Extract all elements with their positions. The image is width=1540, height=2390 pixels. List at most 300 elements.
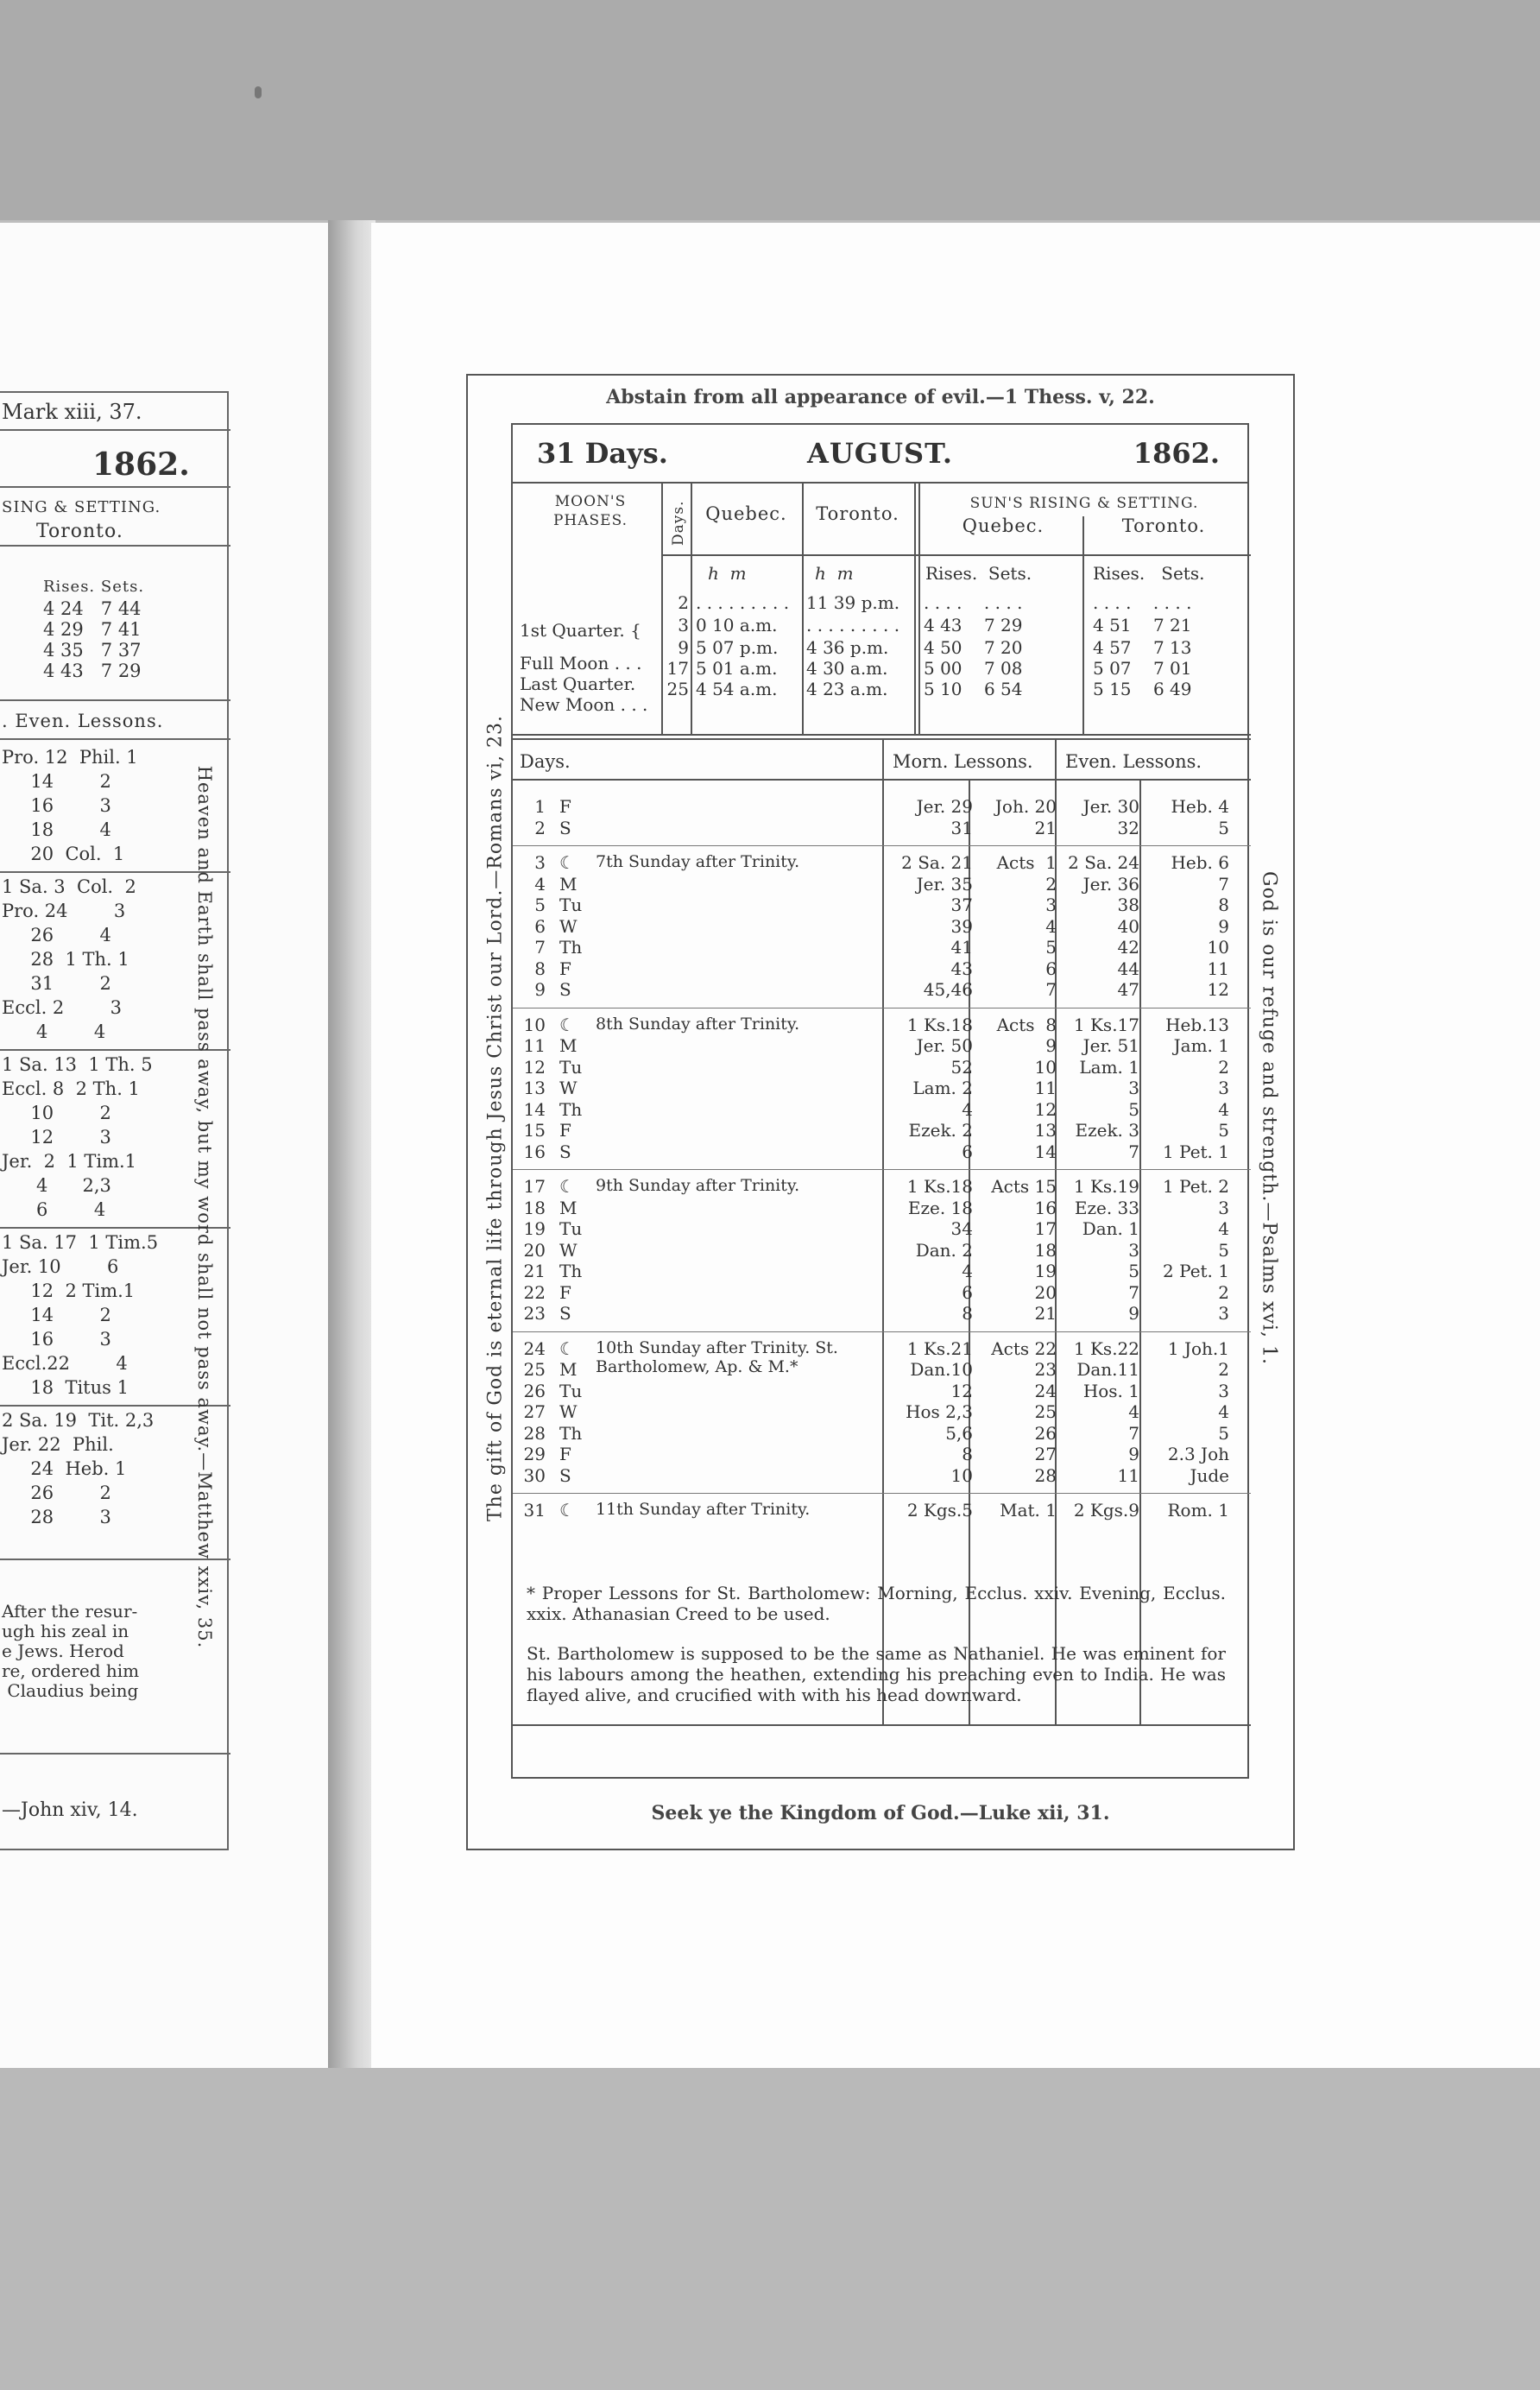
morning-lesson-2: 21 xyxy=(1034,817,1057,838)
morning-lesson-1: 41 xyxy=(950,937,973,958)
left-sun-row: 4 35 7 37 xyxy=(43,640,142,661)
weekday: ☾ xyxy=(559,1176,575,1197)
evening-lesson-1: Jer. 36 xyxy=(1082,873,1139,895)
morning-lesson-1: Jer. 35 xyxy=(916,873,973,895)
day-number: 23 xyxy=(523,1303,546,1324)
evening-lesson-1: 5 xyxy=(1128,1261,1139,1281)
left-rises-sets: Rises. Sets. xyxy=(43,578,145,596)
morning-lesson-1: 8 xyxy=(962,1303,973,1324)
morning-lesson-2: 21 xyxy=(1034,1303,1057,1324)
weekday: F xyxy=(559,1281,571,1303)
weekday: F xyxy=(559,796,571,817)
evening-lesson-2: 8 xyxy=(1218,895,1229,915)
background-bottom xyxy=(0,2068,1540,2390)
bartholomew-note: St. Bartholomew is supposed to be the same as Nathaniel. He was eminent for his labours among the heathen, extending his preaching even to India. He was flayed alive, and crucified with with his head downward. xyxy=(527,1643,1226,1705)
sun-toronto-times: 4 57 7 13 xyxy=(1093,637,1192,658)
divider xyxy=(0,545,230,547)
morning-lesson-1: 5,6 xyxy=(945,1422,973,1444)
evening-lesson-2: 5 xyxy=(1218,1239,1229,1261)
day-number: 18 xyxy=(523,1197,546,1218)
morning-lesson-2: 5 xyxy=(1045,937,1057,958)
evening-lesson-1: Ezek. 3 xyxy=(1075,1120,1139,1141)
left-lesson-row: 10 2 xyxy=(2,1103,111,1123)
morning-lesson-2: 24 xyxy=(1034,1380,1057,1401)
left-vertical-motto: Heaven and Earth shall pass away, but my word shall not pass away.—Matthew xxiv, 35. xyxy=(194,765,215,1649)
morning-lesson-2: 27 xyxy=(1034,1444,1057,1464)
day-row xyxy=(520,1218,1245,1239)
left-lesson-row: 12 2 Tim.1 xyxy=(2,1280,136,1301)
morning-lesson-1: Lam. 2 xyxy=(912,1078,973,1098)
day-row xyxy=(520,1500,1245,1521)
day-number: 8 xyxy=(534,958,546,979)
moon-phase-label: New Moon . . . xyxy=(520,694,648,715)
vertical-motto-left: The gift of God is eternal life through Jesus Christ our Lord.—Romans vi, 23. xyxy=(484,715,507,1521)
morning-lesson-2: Joh. 20 xyxy=(994,796,1057,817)
day-row xyxy=(520,1078,1245,1098)
evening-lesson-2: 9 xyxy=(1218,915,1229,937)
left-page xyxy=(0,223,328,2096)
week-divider xyxy=(513,1331,1251,1332)
morning-lesson-1: Jer. 29 xyxy=(916,796,973,817)
morning-lesson-1: 2 Kgs.5 xyxy=(906,1500,973,1521)
evening-lesson-1: 7 xyxy=(1128,1141,1139,1162)
morning-lesson-1: 12 xyxy=(950,1380,973,1401)
day-row xyxy=(520,1240,1245,1261)
sun-quebec-times: . . . . . . . . xyxy=(924,592,1023,613)
evening-lesson-1: Jer. 51 xyxy=(1082,1035,1139,1056)
evening-lesson-1: Dan. 1 xyxy=(1082,1218,1139,1239)
day-number: 29 xyxy=(523,1444,546,1464)
evening-lesson-1: 40 xyxy=(1117,915,1139,937)
morning-lesson-2: Acts 8 xyxy=(996,1014,1057,1035)
evening-lesson-2: 4 xyxy=(1218,1401,1229,1422)
weekday: Th xyxy=(559,1422,583,1444)
evening-lesson-2: 2 Pet. 1 xyxy=(1163,1261,1229,1281)
weekday: M xyxy=(559,1197,578,1218)
left-lesson-row: Eccl. 2 3 xyxy=(2,997,123,1018)
weekday: Th xyxy=(559,937,583,958)
day-number: 3 xyxy=(534,852,546,873)
evening-lesson-2: 12 xyxy=(1207,979,1229,1000)
unit-toronto: h m xyxy=(815,563,854,584)
day-number: 11 xyxy=(523,1035,546,1056)
left-text-line: After the resur- xyxy=(2,1601,138,1622)
morning-lesson-2: Acts 22 xyxy=(991,1337,1057,1359)
divider xyxy=(0,486,230,488)
sun-toronto-times: . . . . . . . . xyxy=(1093,592,1192,613)
day-row xyxy=(520,874,1245,895)
calendar-table xyxy=(511,423,1249,1779)
dust-speck xyxy=(255,86,262,98)
day-row xyxy=(520,1338,1245,1359)
day-row xyxy=(520,1423,1245,1444)
day-number: 5 xyxy=(534,895,546,915)
evening-lesson-1: 3 xyxy=(1128,1239,1139,1261)
sun-toronto-times: 4 51 7 21 xyxy=(1093,615,1192,635)
day-row xyxy=(520,958,1245,979)
evening-lesson-1: Eze. 33 xyxy=(1074,1197,1139,1218)
left-lesson-row: 26 2 xyxy=(2,1483,111,1503)
morning-lesson-1: Eze. 18 xyxy=(907,1197,973,1218)
quebec-header: Quebec. xyxy=(705,503,787,524)
moon-time-quebec: 4 54 a.m. xyxy=(696,679,778,699)
divider xyxy=(513,1724,1251,1726)
weekday: F xyxy=(559,1444,571,1464)
left-lesson-row: Jer. 22 Phil. xyxy=(2,1434,114,1455)
left-even-lessons: . Even. Lessons. xyxy=(2,711,164,731)
morning-lesson-1: 6 xyxy=(962,1141,973,1162)
divider xyxy=(513,734,1251,736)
left-footer: —John xiv, 14. xyxy=(2,1799,138,1821)
day-row xyxy=(520,1141,1245,1162)
morning-lesson-1: 37 xyxy=(950,895,973,915)
moon-time-toronto: . . . . . . . . . xyxy=(806,615,900,635)
evening-lesson-2: Heb. 6 xyxy=(1171,852,1229,873)
day-row xyxy=(520,1359,1245,1380)
book-gutter xyxy=(328,220,376,2094)
vertical-motto-right: God is our refuge and strength.—Psalms xvi, 1. xyxy=(1258,870,1280,1366)
morning-lesson-2: 2 xyxy=(1045,873,1057,895)
evening-lesson-2: 5 xyxy=(1218,1120,1229,1141)
morning-lesson-1: 1 Ks.21 xyxy=(906,1337,973,1359)
evening-lesson-2: 11 xyxy=(1207,958,1229,979)
right-page xyxy=(371,223,1540,2101)
day-row xyxy=(520,852,1245,873)
day-row xyxy=(520,1176,1245,1197)
week-divider xyxy=(513,845,1251,846)
weekday: M xyxy=(559,1035,578,1056)
weekday: Th xyxy=(559,1098,583,1120)
morning-lesson-2: 20 xyxy=(1034,1281,1057,1303)
evening-lesson-2: 1 Pet. 2 xyxy=(1163,1176,1229,1197)
rises-sets-quebec: Rises. Sets. xyxy=(925,563,1032,584)
day-row xyxy=(520,1303,1245,1324)
morning-lesson-1: 31 xyxy=(950,817,973,838)
day-row xyxy=(520,1015,1245,1035)
left-lesson-row: 2 Sa. 19 Tit. 2,3 xyxy=(2,1410,155,1431)
moon-time-toronto: 4 30 a.m. xyxy=(806,658,888,679)
moon-time-toronto: 11 39 p.m. xyxy=(806,592,900,613)
divider xyxy=(914,484,916,734)
day-number: 27 xyxy=(523,1401,546,1422)
left-header: Mark xiii, 37. xyxy=(2,400,142,424)
left-lesson-row: 4 2,3 xyxy=(2,1175,111,1196)
weekday: W xyxy=(559,1239,578,1261)
divider xyxy=(0,738,230,740)
evening-lesson-1: 7 xyxy=(1128,1281,1139,1303)
day-row xyxy=(520,1120,1245,1141)
day-row xyxy=(520,1381,1245,1401)
morning-lesson-2: Acts 1 xyxy=(996,852,1057,873)
evening-lesson-2: 5 xyxy=(1218,1422,1229,1444)
morning-lesson-2: 7 xyxy=(1045,979,1057,1000)
day-row xyxy=(520,1057,1245,1078)
left-year: 1862. xyxy=(92,446,190,483)
moon-day: 17 xyxy=(666,658,689,679)
day-row xyxy=(520,895,1245,915)
morn-lessons-header: Morn. Lessons. xyxy=(893,751,1033,772)
rises-sets-toronto: Rises. Sets. xyxy=(1093,563,1205,584)
moon-phase-label: Last Quarter. xyxy=(520,673,636,694)
day-number: 9 xyxy=(534,979,546,1000)
evening-lesson-1: Jer. 30 xyxy=(1082,796,1139,817)
weekday: W xyxy=(559,1078,578,1098)
weekday: Tu xyxy=(559,895,583,915)
left-lesson-row: 4 4 xyxy=(2,1021,106,1042)
calendar-title-row xyxy=(513,425,1247,484)
sun-quebec-header: Quebec. xyxy=(962,515,1045,536)
calendar-frame xyxy=(466,374,1295,1850)
divider xyxy=(0,699,230,701)
left-lesson-row: 1 Sa. 3 Col. 2 xyxy=(2,876,136,897)
morning-lesson-1: 4 xyxy=(962,1261,973,1281)
weekday: Tu xyxy=(559,1218,583,1239)
left-lesson-row: 12 3 xyxy=(2,1127,111,1148)
weekday: ☾ xyxy=(559,1014,575,1035)
morning-lesson-2: 23 xyxy=(1034,1359,1057,1380)
left-lesson-row: 6 4 xyxy=(2,1199,106,1220)
moon-day: 2 xyxy=(678,592,689,613)
day-number: 26 xyxy=(523,1380,546,1401)
moon-phase-label: Full Moon . . . xyxy=(520,653,642,673)
morning-lesson-1: 4 xyxy=(962,1098,973,1120)
toronto-header: Toronto. xyxy=(816,503,899,524)
day-number: 30 xyxy=(523,1464,546,1486)
week-title: 11th Sunday after Trinity. xyxy=(596,1500,811,1519)
evening-lesson-2: 3 xyxy=(1218,1303,1229,1324)
day-row xyxy=(520,1401,1245,1422)
left-lesson-row: Jer. 10 6 xyxy=(2,1256,119,1277)
morning-lesson-2: 14 xyxy=(1034,1141,1057,1162)
divider xyxy=(1082,516,1084,734)
morning-lesson-2: Acts 15 xyxy=(991,1176,1057,1197)
moon-time-quebec: 0 10 a.m. xyxy=(696,615,778,635)
left-lesson-row: 18 Titus 1 xyxy=(2,1377,129,1398)
morning-lesson-2: 13 xyxy=(1034,1120,1057,1141)
evening-lesson-1: 44 xyxy=(1117,958,1139,979)
day-number: 10 xyxy=(523,1014,546,1035)
evening-lesson-1: Lam. 1 xyxy=(1079,1056,1139,1078)
evening-lesson-1: 38 xyxy=(1117,895,1139,915)
evening-lesson-2: Jam. 1 xyxy=(1173,1035,1229,1056)
weekday: S xyxy=(559,979,571,1000)
day-number: 21 xyxy=(523,1261,546,1281)
left-lesson-row: Pro. 12 Phil. 1 xyxy=(2,747,138,768)
day-row xyxy=(520,1261,1245,1281)
morning-lesson-1: 1 Ks.18 xyxy=(906,1176,973,1197)
morning-lesson-2: 9 xyxy=(1045,1035,1057,1056)
evening-lesson-2: Heb.13 xyxy=(1165,1014,1229,1035)
left-text-line: Claudius being xyxy=(2,1680,139,1701)
morning-lesson-2: Mat. 1 xyxy=(1000,1500,1057,1521)
week-divider xyxy=(513,1493,1251,1494)
moon-day: 3 xyxy=(678,615,689,635)
divider xyxy=(0,429,230,431)
day-number: 17 xyxy=(523,1176,546,1197)
motto-top: Abstain from all appearance of evil.—1 Thess. v, 22. xyxy=(606,386,1155,408)
left-lesson-row: 28 3 xyxy=(2,1507,111,1527)
morning-lesson-1: 6 xyxy=(962,1281,973,1303)
left-lesson-row: 14 2 xyxy=(2,1305,111,1325)
evening-lesson-1: 47 xyxy=(1117,979,1139,1000)
day-row xyxy=(520,796,1245,817)
day-number: 12 xyxy=(523,1056,546,1078)
left-lesson-row: Jer. 2 1 Tim.1 xyxy=(2,1151,137,1172)
evening-lesson-1: 7 xyxy=(1128,1422,1139,1444)
weekday: M xyxy=(559,873,578,895)
morning-lesson-1: Ezek. 2 xyxy=(908,1120,973,1141)
morning-lesson-1: Dan.10 xyxy=(910,1359,973,1380)
day-number: 7 xyxy=(534,937,546,958)
morning-lesson-2: 3 xyxy=(1045,895,1057,915)
morning-lesson-2: 6 xyxy=(1045,958,1057,979)
day-number: 19 xyxy=(523,1218,546,1239)
moon-time-toronto: 4 36 p.m. xyxy=(806,637,889,658)
lessons-days-header: Days. xyxy=(520,751,571,772)
year-title: 1862. xyxy=(1133,437,1220,470)
day-number: 24 xyxy=(523,1337,546,1359)
left-sun-row: 4 24 7 44 xyxy=(43,598,142,619)
morning-lesson-1: 43 xyxy=(950,958,973,979)
sun-quebec-times: 4 50 7 20 xyxy=(924,637,1023,658)
day-row xyxy=(520,916,1245,937)
day-number: 14 xyxy=(523,1098,546,1120)
morning-lesson-1: Dan. 2 xyxy=(915,1239,973,1261)
day-row xyxy=(520,1465,1245,1486)
moon-day: 9 xyxy=(678,637,689,658)
sun-toronto-times: 5 15 6 49 xyxy=(1093,679,1192,699)
week-divider xyxy=(513,1169,1251,1170)
day-number: 6 xyxy=(534,915,546,937)
morning-lesson-2: 25 xyxy=(1034,1401,1057,1422)
morning-lesson-1: 2 Sa. 21 xyxy=(901,852,973,873)
sun-header: SUN'S RISING & SETTING. xyxy=(969,495,1199,512)
divider xyxy=(918,484,920,734)
morning-lesson-2: 19 xyxy=(1034,1261,1057,1281)
divider xyxy=(0,1753,230,1755)
left-lesson-row: 1 Sa. 13 1 Th. 5 xyxy=(2,1054,153,1075)
divider xyxy=(513,779,1251,781)
week-title: 9th Sunday after Trinity. xyxy=(596,1176,800,1195)
left-lesson-row: 26 4 xyxy=(2,925,111,945)
left-lesson-row: 20 Col. 1 xyxy=(2,844,125,864)
morning-lesson-2: 11 xyxy=(1034,1078,1057,1098)
morning-lesson-1: Hos 2,3 xyxy=(906,1401,973,1422)
left-lesson-row: 31 2 xyxy=(2,973,111,994)
sun-toronto-times: 5 07 7 01 xyxy=(1093,658,1192,679)
morning-lesson-2: 10 xyxy=(1034,1056,1057,1078)
morning-lesson-1: 1 Ks.18 xyxy=(906,1014,973,1035)
days-header: Days. xyxy=(670,500,687,546)
day-row xyxy=(520,1198,1245,1218)
weekday: S xyxy=(559,817,571,838)
evening-lesson-2: 3 xyxy=(1218,1197,1229,1218)
evening-lesson-2: Jude xyxy=(1190,1464,1229,1486)
sun-quebec-times: 4 43 7 29 xyxy=(924,615,1023,635)
evening-lesson-2: 4 xyxy=(1218,1098,1229,1120)
left-toronto: Toronto. xyxy=(36,521,123,542)
evening-lesson-1: Dan.11 xyxy=(1076,1359,1139,1380)
weekday: Th xyxy=(559,1261,583,1281)
day-number: 25 xyxy=(523,1359,546,1380)
evening-lesson-2: 5 xyxy=(1218,817,1229,838)
week-title: 7th Sunday after Trinity. xyxy=(596,852,800,871)
week-title: 10th Sunday after Trinity. St. Bartholomew, Ap. & M.* xyxy=(596,1337,838,1376)
moon-day: 25 xyxy=(666,679,689,699)
morning-lesson-1: Jer. 50 xyxy=(916,1035,973,1056)
morning-lesson-2: 17 xyxy=(1034,1218,1057,1239)
evening-lesson-1: 1 Ks.22 xyxy=(1073,1337,1139,1359)
evening-lesson-2: 2 xyxy=(1218,1056,1229,1078)
day-number: 1 xyxy=(534,796,546,817)
day-number: 13 xyxy=(523,1078,546,1098)
day-number: 16 xyxy=(523,1141,546,1162)
evening-lesson-1: 1 Ks.19 xyxy=(1073,1176,1139,1197)
left-lesson-row: 28 1 Th. 1 xyxy=(2,949,129,970)
sun-toronto-header: Toronto. xyxy=(1121,515,1206,536)
motto-bottom: Seek ye the Kingdom of God.—Luke xii, 31. xyxy=(651,1802,1110,1824)
evening-lesson-2: 4 xyxy=(1218,1218,1229,1239)
morning-lesson-1: 34 xyxy=(950,1218,973,1239)
left-lesson-row: Pro. 24 3 xyxy=(2,901,126,921)
evening-lesson-1: 9 xyxy=(1128,1444,1139,1464)
morning-lesson-2: 4 xyxy=(1045,915,1057,937)
evening-lesson-1: Hos. 1 xyxy=(1082,1380,1139,1401)
left-lesson-row: 16 3 xyxy=(2,1329,111,1350)
unit-quebec: h m xyxy=(708,563,747,584)
moon-time-quebec: 5 01 a.m. xyxy=(696,658,778,679)
day-number: 28 xyxy=(523,1422,546,1444)
left-sun-header: SING & SETTING. xyxy=(2,498,161,516)
day-row xyxy=(520,1099,1245,1120)
days-count: 31 Days. xyxy=(537,437,668,470)
evening-lesson-2: 2.3 Joh xyxy=(1167,1444,1229,1464)
left-lesson-row: 24 Heb. 1 xyxy=(2,1458,127,1479)
left-lesson-row: Eccl. 8 2 Th. 1 xyxy=(2,1078,140,1099)
week-title: 8th Sunday after Trinity. xyxy=(596,1014,800,1034)
day-number: 20 xyxy=(523,1239,546,1261)
left-text-line: e Jews. Herod xyxy=(2,1641,124,1661)
morning-lesson-2: 12 xyxy=(1034,1098,1057,1120)
morning-lesson-1: 8 xyxy=(962,1444,973,1464)
day-number: 31 xyxy=(523,1500,546,1521)
left-lesson-row: 16 3 xyxy=(2,795,111,816)
evening-lesson-1: 32 xyxy=(1117,817,1139,838)
weekday: ☾ xyxy=(559,1500,575,1521)
evening-lesson-2: Heb. 4 xyxy=(1171,796,1229,817)
evening-lesson-1: 2 Sa. 24 xyxy=(1068,852,1139,873)
day-number: 4 xyxy=(534,873,546,895)
left-lesson-row: 14 2 xyxy=(2,771,111,792)
left-lesson-row: 18 4 xyxy=(2,819,111,840)
evening-lesson-2: 7 xyxy=(1218,873,1229,895)
day-row xyxy=(520,1282,1245,1303)
background-top xyxy=(0,0,1540,220)
day-row xyxy=(520,979,1245,1000)
evening-lesson-2: 3 xyxy=(1218,1380,1229,1401)
evening-lesson-2: 2 xyxy=(1218,1281,1229,1303)
morning-lesson-1: 39 xyxy=(950,915,973,937)
weekday: M xyxy=(559,1359,578,1380)
moon-phases-header: MOON'S PHASES. xyxy=(552,493,628,529)
left-lesson-row: 1 Sa. 17 1 Tim.5 xyxy=(2,1232,159,1253)
morning-lesson-1: 45,46 xyxy=(923,979,973,1000)
left-text-line: re, ordered him xyxy=(2,1660,140,1681)
day-row xyxy=(520,1035,1245,1056)
morning-lesson-1: 52 xyxy=(950,1056,973,1078)
evening-lesson-1: 4 xyxy=(1128,1401,1139,1422)
morning-lesson-2: 16 xyxy=(1034,1197,1057,1218)
